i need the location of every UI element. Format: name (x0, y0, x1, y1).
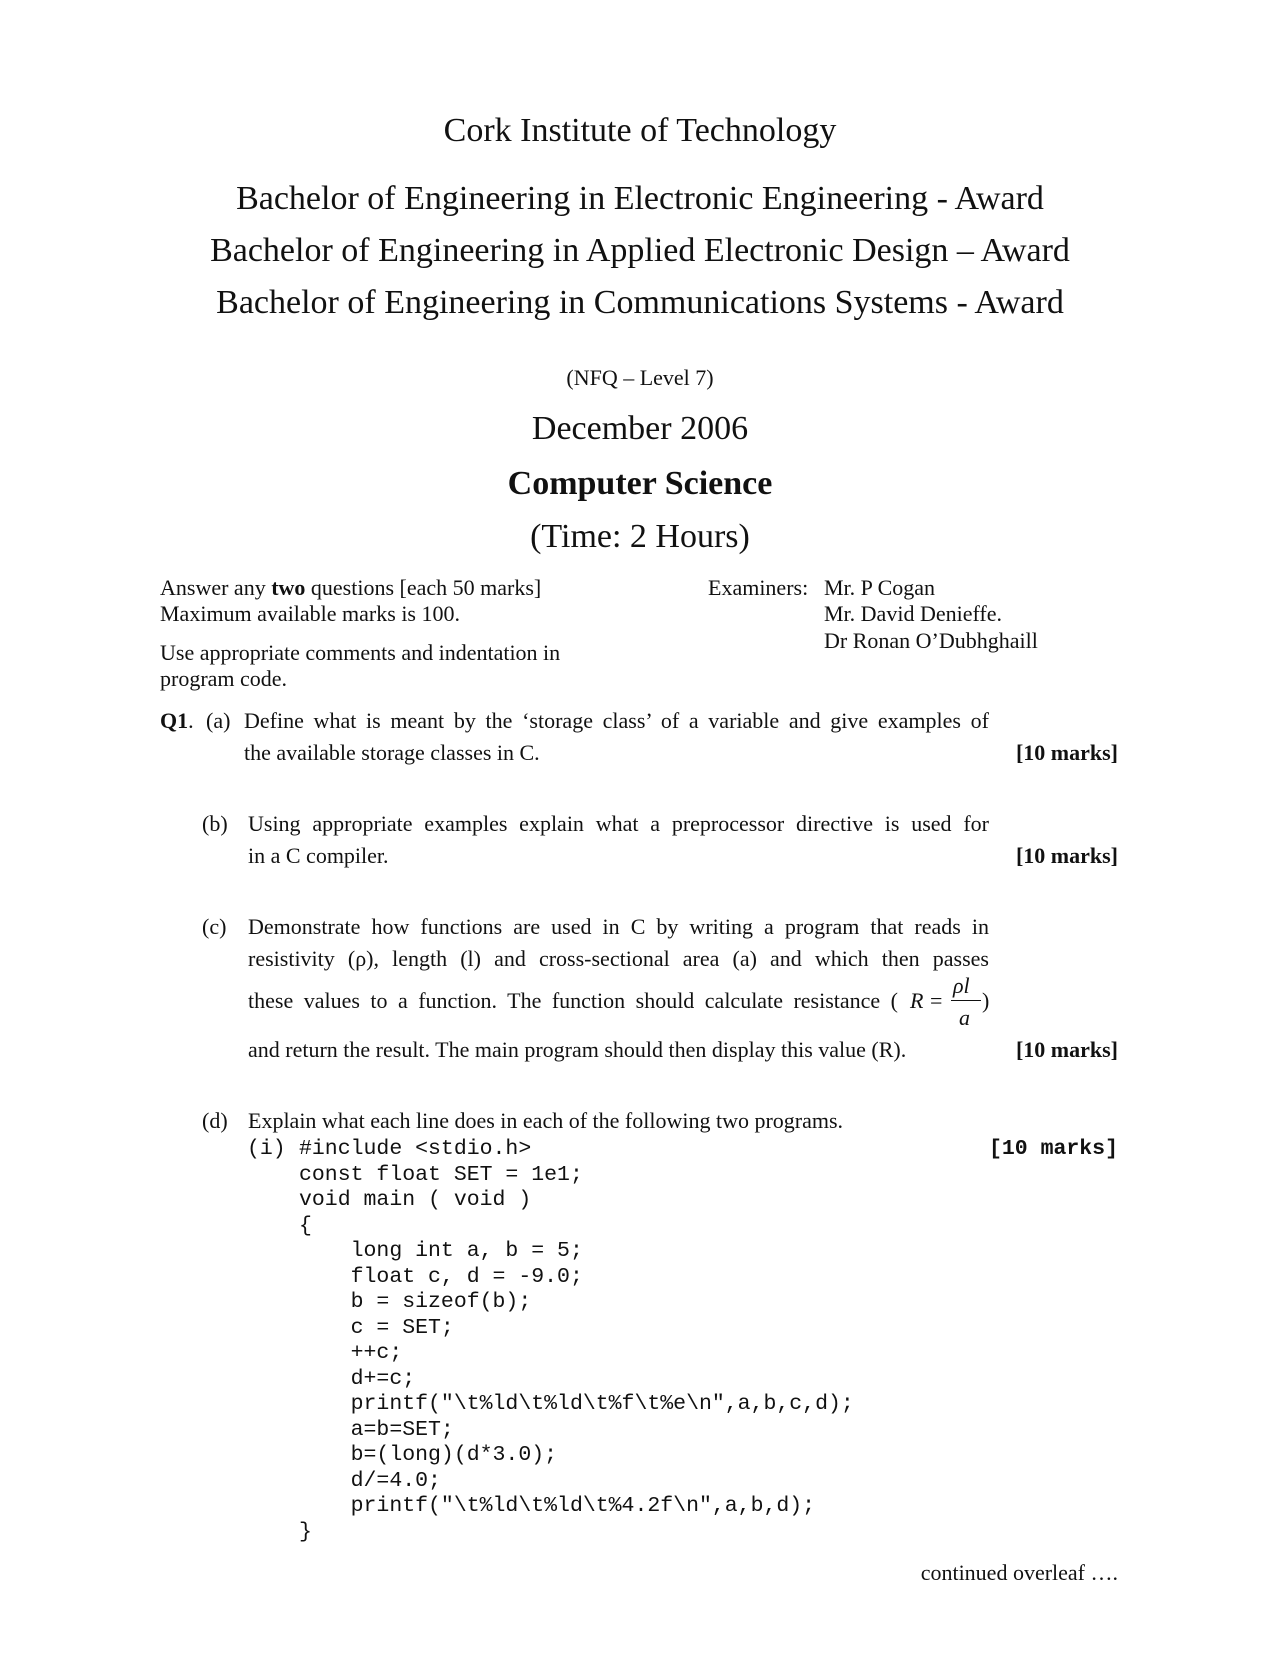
code-line: d+=c; (299, 1366, 416, 1391)
code-line: void main ( void ) (299, 1188, 532, 1212)
exam-duration: (Time: 2 Hours) (530, 518, 750, 555)
code-line: #include <stdio.h> (299, 1137, 532, 1161)
code-line: { (299, 1213, 312, 1238)
instruction-line-1: Answer any two questions [each 50 marks] (160, 575, 542, 600)
question-number: Q1. (160, 708, 194, 733)
part-a-line-2: the available storage classes in C. (244, 740, 540, 765)
instruction-line-2: Maximum available marks is 100. (160, 601, 460, 626)
examiner-3: Dr Ronan O’Dubhghaill (824, 628, 1038, 653)
part-b-line-1: Using appropriate examples explain what a preprocessor directive is used for (248, 811, 989, 836)
code-line: printf("\t%ld\t%ld\t%4.2f\n",a,b,d); (299, 1494, 816, 1518)
formula-numerator: ρl (953, 973, 970, 998)
part-c-line-3: these values to a function. The function should calculate resistance ( (248, 988, 898, 1013)
programme-3: Bachelor of Engineering in Communications Systems - Award (216, 284, 1064, 321)
examiner-1: Mr. P Cogan (824, 575, 936, 600)
code-line: long int a, b = 5; (299, 1239, 583, 1263)
part-c-line-1: Demonstrate how functions are used in C by writing a program that reads in (248, 914, 989, 939)
code-line: float c, d = -9.0; (299, 1264, 583, 1289)
nfq-level: (NFQ – Level 7) (566, 365, 714, 390)
examiner-2: Mr. David Denieffe. (824, 601, 1002, 626)
code-line: b = sizeof(b); (299, 1290, 532, 1314)
formula-denominator: a (959, 1005, 970, 1030)
instruction-line-4: program code. (160, 666, 288, 691)
code-line: } (299, 1519, 312, 1544)
part-a-marks: [10 marks] (1015, 740, 1118, 765)
programme-2: Bachelor of Engineering in Applied Electronic Design – Award (210, 232, 1070, 269)
code-line: b=(long)(d*3.0); (299, 1443, 558, 1467)
part-b-marks: [10 marks] (1015, 843, 1118, 868)
subject-title: Computer Science (507, 465, 773, 502)
examiners-label: Examiners: (708, 575, 809, 600)
part-d-sub-label: (i) (247, 1137, 286, 1161)
code-line: printf("\t%ld\t%ld\t%f\t%e\n",a,b,c,d); (299, 1392, 854, 1416)
part-d-intro: Explain what each line does in each of the following two programs. (248, 1108, 844, 1133)
formula-equals: = (930, 988, 943, 1013)
part-c-line-2: resistivity (ρ), length (l) and cross-sectional area (a) and which then passes (248, 946, 989, 971)
continued-overleaf: continued overleaf …. (920, 1560, 1118, 1585)
programme-1: Bachelor of Engineering in Electronic Engineering - Award (236, 180, 1044, 217)
part-c-marks: [10 marks] (1015, 1037, 1118, 1062)
part-c-label: (c) (202, 914, 227, 939)
code-line: ++c; (299, 1341, 403, 1365)
part-d-marks: [10 marks] (988, 1137, 1118, 1161)
part-c-line-4: and return the result. The main program should then display this value (R). (248, 1037, 907, 1062)
formula-close-paren: ) (982, 988, 990, 1013)
code-line: a=b=SET; (299, 1417, 454, 1442)
part-b-label: (b) (202, 811, 228, 836)
code-line: c = SET; (299, 1315, 454, 1340)
institute-title: Cork Institute of Technology (443, 112, 837, 149)
part-a-label: (a) (206, 708, 231, 733)
code-listing (299, 1137, 854, 1545)
formula-lhs: R (910, 988, 924, 1013)
part-a-line-1: Define what is meant by the ‘storage class’ of a variable and give examples of (244, 708, 989, 733)
part-d-label: (d) (202, 1108, 228, 1133)
code-line: d/=4.0; (299, 1468, 441, 1493)
code-line: const float SET = 1e1; (299, 1162, 583, 1187)
exam-date: December 2006 (531, 410, 749, 447)
fraction-bar (951, 1000, 981, 1001)
part-b-line-2: in a C compiler. (248, 843, 389, 868)
instruction-line-3: Use appropriate comments and indentation in (160, 640, 561, 665)
